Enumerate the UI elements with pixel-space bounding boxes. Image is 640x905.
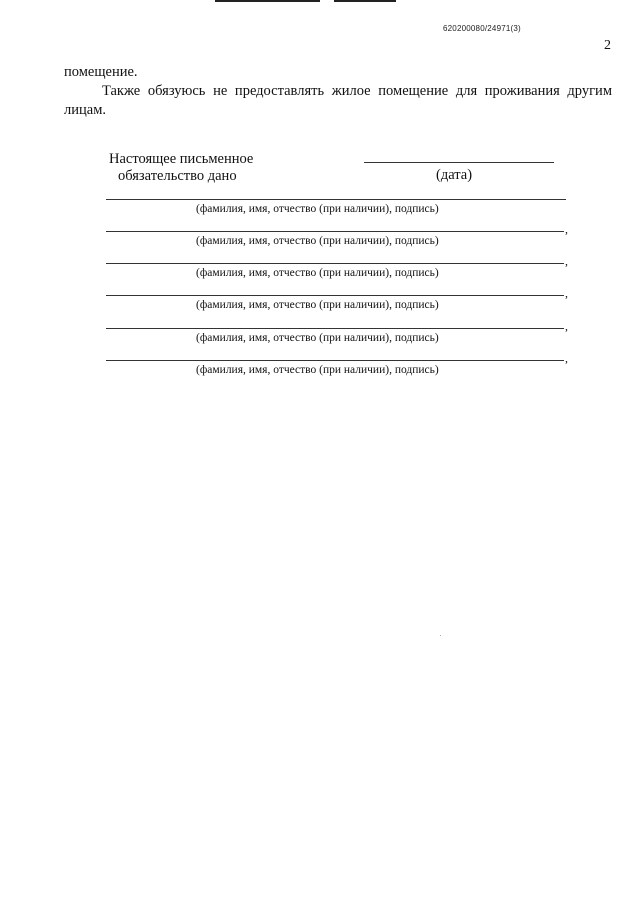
signature-line-6	[106, 360, 564, 361]
top-rule-left	[215, 0, 320, 2]
signature-line-2	[106, 231, 564, 232]
body-paragraph-2: Также обязуюсь не предоставлять жилое помещение для проживания другим лицам.	[64, 83, 612, 118]
signature-comma-6: ,	[565, 351, 568, 365]
statement-line-b: обязательство дано	[118, 168, 237, 184]
signature-line-3	[106, 263, 564, 264]
signature-comma-2: ,	[565, 222, 568, 236]
signature-comma-4: ,	[565, 286, 568, 300]
date-line	[364, 162, 554, 163]
body-line-1: помещение.	[64, 64, 138, 80]
top-rule-right	[334, 0, 396, 2]
signature-line-4	[106, 295, 564, 296]
signature-label-5: (фамилия, имя, отчество (при наличии), подпись)	[196, 332, 439, 344]
signature-label-1: (фамилия, имя, отчество (при наличии), подпись)	[196, 203, 439, 215]
page-number: 2	[604, 38, 611, 53]
date-label: (дата)	[436, 167, 473, 183]
signature-line-5	[106, 328, 564, 329]
signature-label-4: (фамилия, имя, отчество (при наличии), подпись)	[196, 299, 439, 311]
document-id: 620200080/24971(3)	[443, 24, 521, 33]
scan-speck	[440, 635, 441, 636]
signature-line-1	[106, 199, 566, 200]
statement-line-a: Настоящее письменное	[109, 151, 254, 167]
signature-label-3: (фамилия, имя, отчество (при наличии), подпись)	[196, 267, 439, 279]
signature-label-2: (фамилия, имя, отчество (при наличии), подпись)	[196, 235, 439, 247]
signature-comma-5: ,	[565, 319, 568, 333]
signature-comma-3: ,	[565, 254, 568, 268]
signature-label-6: (фамилия, имя, отчество (при наличии), подпись)	[196, 364, 439, 376]
